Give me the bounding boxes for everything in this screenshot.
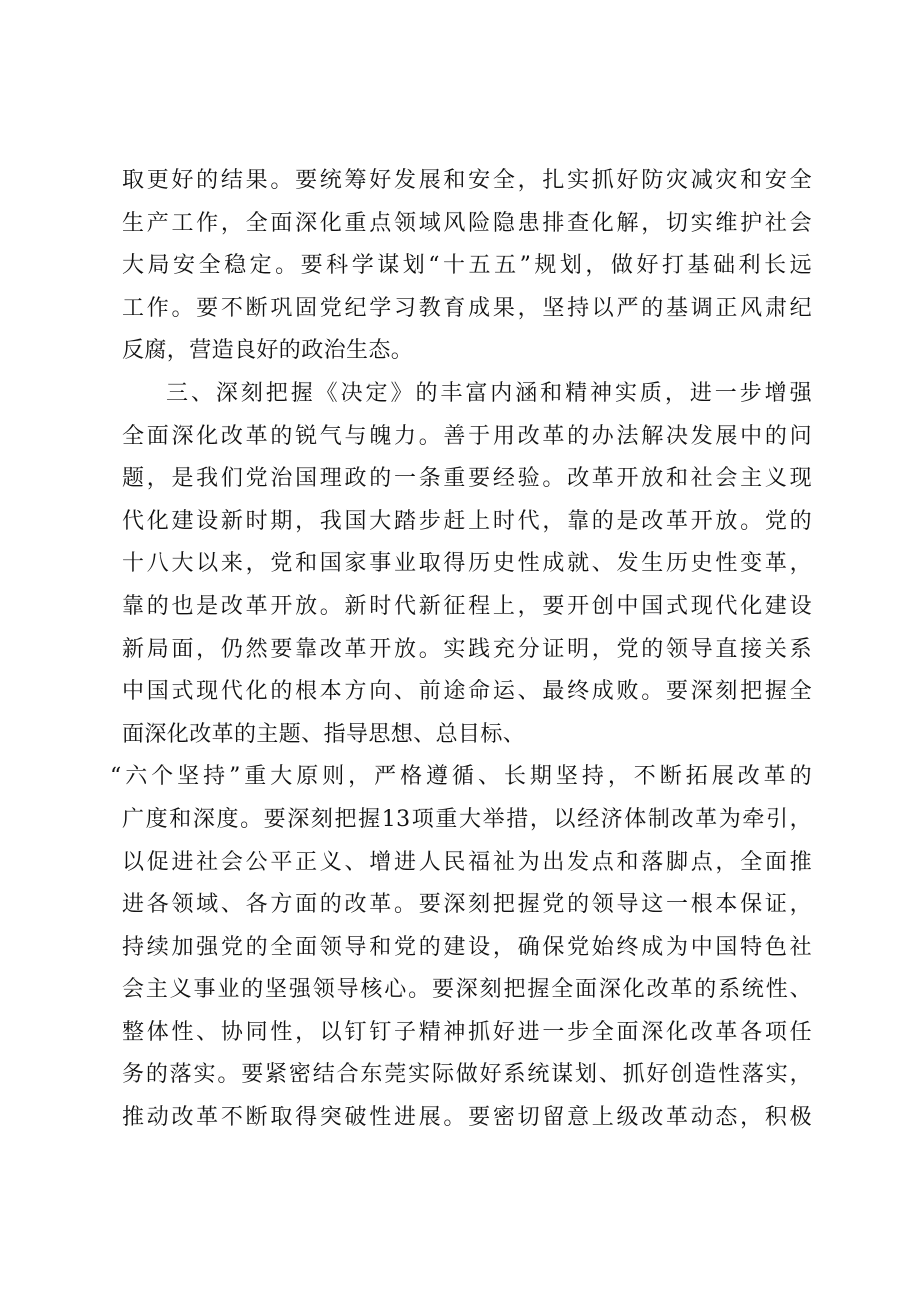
text-line: 生产工作，全面深化重点领域风险隐患排查化解，切实维护社会 <box>122 210 812 236</box>
text-line: 工作。要不断巩固党纪学习教育成果，坚持以严的基调正风肃纪 <box>122 295 812 321</box>
text-line: 反腐，营造良好的政治生态。 <box>122 338 414 364</box>
text-line: 取更好的结果。要统筹好发展和安全，扎实抓好防灾减灾和安全 <box>122 168 812 193</box>
text-line: 推动改革不断取得突破性进展。要密切留意上级改革动态，积极 <box>122 1105 812 1131</box>
text-line: 靠的也是改革开放。新时代新征程上，要开创中国式现代化建设 <box>122 593 812 619</box>
text-line: 会主义事业的坚强领导核心。要深刻把握全面深化改革的系统性、 <box>122 977 812 1003</box>
text-line: 整体性、协同性，以钉钉子精神抓好进一步全面深化改革各项任 <box>122 1019 812 1045</box>
text-line: 十八大以来，党和国家事业取得历史性成就、发生历史性变革， <box>122 551 812 577</box>
text-line: 全面深化改革的锐气与魄力。善于用改革的办法解决发展中的问 <box>122 423 812 449</box>
text-line: 持续加强党的全面领导和党的建设，确保党始终成为中国特色社 <box>122 934 812 960</box>
text-line: 务的落实。要紧密结合东莞实际做好系统谋划、抓好创造性落实， <box>122 1062 812 1088</box>
text-line: 代化建设新时期，我国大踏步赶上时代，靠的是改革开放。党的 <box>122 508 812 534</box>
text-line: 新局面，仍然要靠改革开放。实践充分证明，党的领导直接关系 <box>122 636 812 662</box>
body-text <box>110 160 812 1140</box>
text-line: “六个坚持”重大原则，严格遵循、长期坚持，不断拓展改革的 <box>110 764 812 790</box>
text-line: 中国式现代化的根本方向、前途命运、最终成败。要深刻把握全 <box>122 679 812 705</box>
text-line: 进各领域、各方面的改革。要深刻把握党的领导这一根本保证， <box>122 892 812 918</box>
text-line: 面深化改革的主题、指导思想、总目标、 <box>122 721 526 747</box>
section-heading-line: 三、深刻把握《决定》的丰富内涵和精神实质，进一步增强 <box>166 380 812 406</box>
text-line: 以促进社会公平正义、增进人民福祉为出发点和落脚点，全面推 <box>122 849 812 875</box>
text-line: 广度和深度。要深刻把握13项重大举措，以经济体制改革为牵引， <box>122 806 812 832</box>
text-line: 大局安全稳定。要科学谋划“十五五”规划，做好打基础利长远 <box>122 253 812 279</box>
text-line: 题，是我们党治国理政的一条重要经验。改革开放和社会主义现 <box>122 466 812 492</box>
